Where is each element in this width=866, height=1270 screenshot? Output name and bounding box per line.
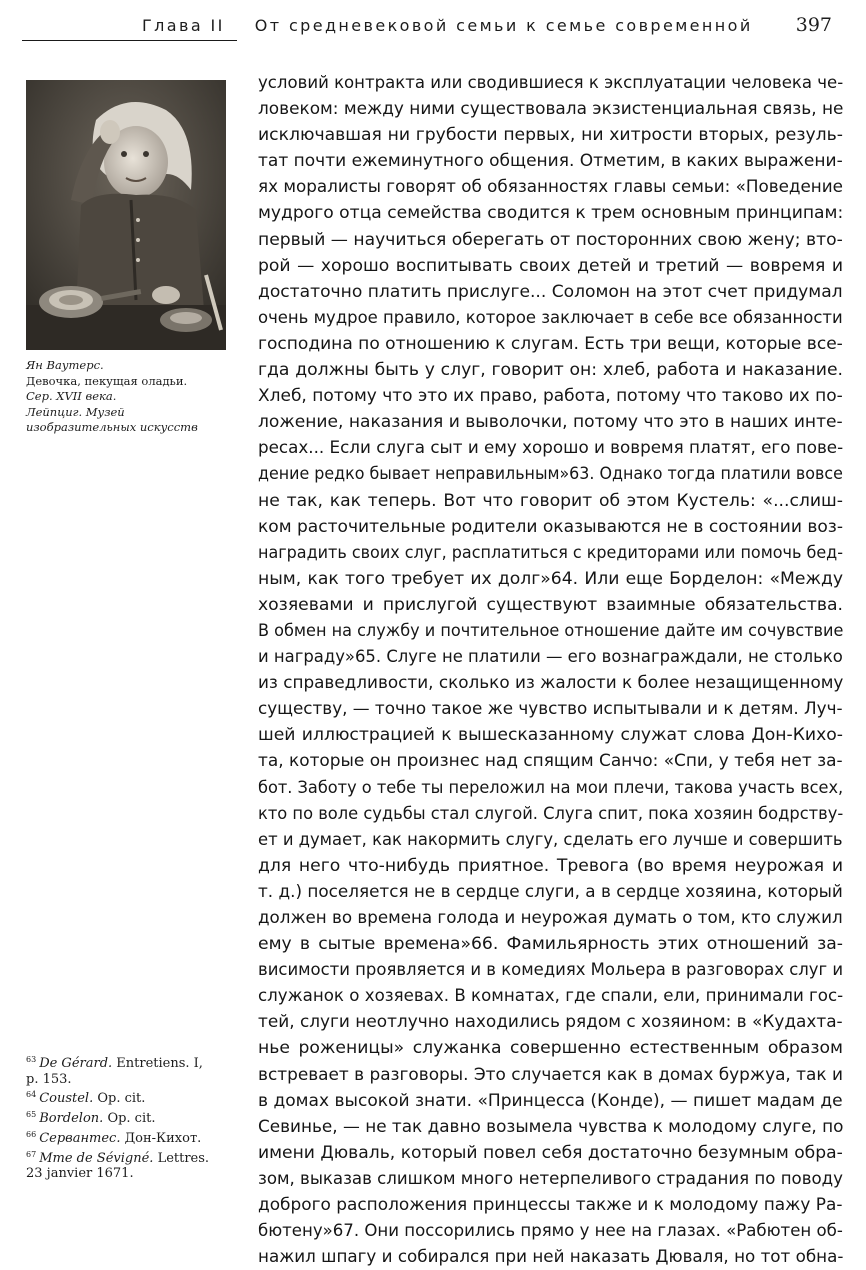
text-line: исключавшая ни грубости первых, ни хитрости вторых, резуль- (258, 125, 843, 146)
text-line: ком расточительные родители оказываются не в состоянии воз- (258, 516, 844, 537)
footnote-text: Entretiens. I, (116, 1056, 203, 1071)
text-line: хозяевами и прислугой существуют взаимные обязательства. (258, 594, 843, 615)
footnote-author: Сервантес. (39, 1130, 121, 1146)
text-line: наградить своих слуг, расплатиться с кредиторами или помочь бед- (258, 542, 843, 563)
text-line: дение редко бывает неправильным»63. Однако тогда платили вовсе (258, 464, 843, 485)
footnote-text: Дон-Кихот. (124, 1130, 202, 1146)
text-line: ему в сытые времена»66. Фамильярность этих отношений за- (258, 934, 843, 955)
text-line: В обмен на службу и почтительное отношение дайте им сочувствие (258, 620, 844, 641)
text-line: имени Дюваль, который повел себя достаточно безумным обра- (258, 1142, 843, 1163)
page-header (22, 8, 844, 46)
text-line: тат почти ежеминутного общения. Отметим, в каких выражени- (258, 151, 843, 172)
text-line: господина по отношению к слугам. Есть три вещи, которые все- (258, 333, 843, 354)
text-line: не так, как теперь. Вот что говорит об этом Кустель: «...слиш- (258, 490, 843, 511)
footnote-text: p. 153. (26, 1071, 72, 1087)
footnote (26, 1087, 236, 1107)
caption-location: Лейпциг. Музей (26, 404, 125, 419)
text-line: первый — научиться оберегать от посторонних свою жену; вто- (258, 229, 843, 250)
text-line: ресах... Если слуга сыт и ему хорошо и вовремя платят, его пове- (258, 438, 844, 459)
text-line: существу, — точно такое же чувство испытывали и к детям. Луч- (258, 699, 843, 720)
text-line: рой — хорошо воспитывать своих детей и третий — вовремя и (258, 255, 843, 276)
footnote-author: Mme de Sévigné. (39, 1150, 154, 1166)
text-line: мудрого отца семейства сводится к трем основным принципам: (258, 203, 844, 224)
footnote-number: 64 (26, 1090, 37, 1100)
text-line: ложение, наказания и выволочки, потому что это в наших инте- (258, 412, 843, 433)
text-line: встревает в разговоры. Это случается как в домах буржуа, так и (258, 1064, 843, 1085)
footnotes (26, 1052, 236, 1182)
chapter-title: От средневековой семьи к семье современной (254, 16, 753, 35)
header-rule (22, 40, 237, 41)
footnote (26, 1127, 236, 1147)
text-line: бютену»67. Они поссорились прямо у нее на глазах. «Рабютен об- (258, 1221, 843, 1242)
text-line: Севинье, — не так давно возымела чувства к молодому слуге, по (258, 1116, 844, 1137)
text-line: висимости проявляется и в комедиях Мольера в разговорах слуг и (258, 960, 844, 981)
text-line: ловеком: между ними существовала экзистенциальная связь, не (258, 99, 844, 120)
footnote-text: Op. cit. (107, 1111, 156, 1127)
text-line: из справедливости, сколько из жалости к более незащищенному (258, 673, 844, 694)
footnote-author: Bordelon. (39, 1111, 104, 1127)
text-line: ет и думает, как накормить слугу, сделать его лучше и совершить (258, 829, 843, 850)
painting-illustration (26, 80, 226, 350)
footnote-number: 67 (26, 1149, 37, 1159)
caption-title: Девочка, пекущая оладьи. (26, 373, 188, 388)
text-line: должен во времена голода и неурожая думать о том, кто служил (258, 908, 843, 928)
page-number: 397 (795, 14, 832, 36)
footnote (26, 1166, 236, 1182)
footnote-number: 65 (26, 1110, 37, 1120)
footnote (26, 1147, 236, 1167)
footnote-number: 66 (26, 1129, 37, 1139)
text-line: очень мудрое правило, которое заключает в себе все обязанности (258, 307, 843, 328)
text-line: шей иллюстрацией к вышесказанному служат слова Дон-Кихо- (258, 725, 843, 746)
footnote (26, 1107, 236, 1127)
footnote (26, 1072, 236, 1088)
caption-location: изобразительных искусств (26, 420, 198, 434)
text-line: тей, слуги неотлучно находились рядом с хозяином: в «Кудахта- (258, 1012, 843, 1033)
text-line: нье роженицы» служанка совершенно естественным образом (258, 1038, 843, 1059)
text-line: в домах высокой знати. «Принцесса (Конде), — пишет мадам де (258, 1090, 843, 1111)
text-line: зом, выказав слишком много нетерпеливого страдания по поводу (258, 1168, 843, 1189)
figure-caption (26, 358, 236, 436)
caption-date: Сер. XVII века. (26, 389, 117, 403)
text-line: нажил шпагу и собирался при ней наказать Дюваля, но тот обна- (258, 1247, 844, 1268)
text-line: условий контракта или сводившиеся к эксплуатации человека че- (258, 73, 844, 93)
footnote-author: Coustel. (39, 1091, 94, 1107)
text-line: ях моралисты говорят об обязанностях главы семьи: «Поведение (258, 177, 843, 198)
caption-author: Ян Ваутерс. (26, 358, 104, 372)
text-line: ным, как того требует их долг»64. Или еще Борделон: «Между (258, 568, 843, 589)
footnote-text: Lettres. (157, 1150, 210, 1166)
running-head (142, 16, 753, 35)
chapter-label: Глава II (142, 16, 225, 35)
painting-image (26, 80, 226, 350)
text-line: та, которые он произнес над спящим Санчо: «Спи, у тебя нет за- (258, 751, 843, 772)
text-line: служанок о хозяевах. В комнатах, где спали, ели, принимали гос- (258, 986, 844, 1007)
footnote (26, 1052, 236, 1072)
footnote-number: 63 (26, 1055, 37, 1064)
text-line: т. д.) поселяется не в сердце слуги, а в сердце хозяина, который (258, 881, 843, 902)
text-line: Хлеб, потому что это их право, работа, потому что таково их по- (258, 386, 843, 407)
text-line: достаточно платить прислуге... Соломон на этот счет придумал (258, 281, 843, 302)
body-text (258, 70, 843, 1270)
footnote-text: Op. cit. (97, 1091, 146, 1107)
text-line: гда должны быть у слуг, говорит он: хлеб, работа и наказание. (258, 360, 843, 381)
text-line: кто по воле судьбы стал слугой. Слуга спит, пока хозяин бодрству- (258, 803, 844, 824)
text-line: и награду»65. Слуге не платили — его вознаграждали, не столько (258, 647, 843, 668)
text-line: для него что-нибудь приятное. Тревога (во время неурожая и (258, 855, 843, 876)
footnote-text: 23 janvier 1671. (26, 1166, 134, 1182)
text-line: доброго расположения принцессы также и к молодому пажу Ра- (258, 1195, 843, 1216)
footnote-author: De Gérard. (39, 1056, 113, 1071)
text-line: бот. Заботу о тебе ты переложил на мои плечи, такова участь всех, (258, 777, 844, 798)
